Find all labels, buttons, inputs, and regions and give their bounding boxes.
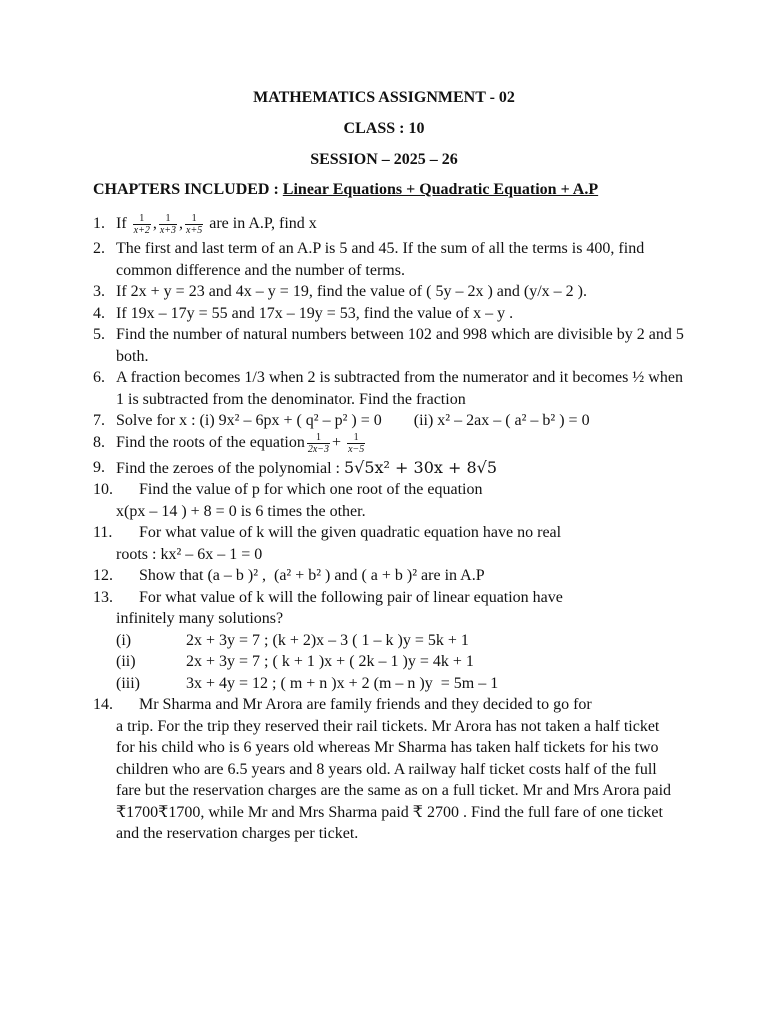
sub-question-text: 3x + 4y = 12 ; ( m + n )x + 2 (m – n )y = 5m – 1: [186, 674, 499, 692]
question-text: If 19x – 17y = 55 and 17x – 19y = 53, find the value of x – y .: [116, 304, 514, 322]
question-number: 4.: [93, 304, 105, 322]
question-text: For what value of k will the following pair of linear equation have: [139, 588, 563, 606]
question-number: 3.: [93, 283, 105, 300]
question-text-continued: x(px – 14 ) + 8 = 0 is 6 times the other.: [116, 502, 366, 520]
question-number: 7.: [93, 412, 105, 429]
question-number: 11.: [93, 524, 113, 541]
question-text: For what value of k will the given quadratic equation have no real: [139, 524, 562, 541]
fraction: $\frac{1}{x-5}$: [348, 431, 365, 455]
question-1: 1. If $\frac{1}{x+2}$ , $\frac{1}{x+3}$ , $\frac{1}{x+5}$ are in A.P, find x: [93, 213, 317, 236]
question-number: 14.: [93, 696, 113, 713]
sub-question-label: (iii): [116, 674, 140, 692]
question-text: Find the zeroes of the polynomial :: [116, 459, 344, 477]
question-8: [93, 432, 693, 455]
session-label: SESSION – 2025 – 26: [310, 151, 458, 168]
question-text-continued: a trip. For the trip they reserved their rail tickets. Mr Arora has not taken a half ticket for his child who is 6 years old whereas Mr Sharma has taken half tickets for his two children who are 6.5 years and 8 years old. A railway half ticket costs half of the full fare but the reservation charges are the same as on a full ticket. Mr and Mrs Arora paid ₹1700₹1700, while Mr and Mrs Sharma paid ₹ 2700 . Find the full fare of one ticket and the reservation charges per ticket.: [116, 717, 672, 842]
chapters-prefix: CHAPTERS INCLUDED :: [93, 181, 283, 198]
sub-question-text: 2x + 3y = 7 ; (k + 2)x – 3 ( 1 – k )y = 5k + 1: [186, 631, 469, 649]
question-number: 10.: [93, 481, 113, 498]
sub-question: [93, 651, 693, 673]
class-label: CLASS : 10: [343, 120, 425, 137]
question-number: 6.: [93, 369, 105, 386]
sub-question: [93, 630, 693, 652]
question-6: [93, 367, 693, 410]
question-12: [93, 565, 693, 587]
question-4: [93, 303, 693, 325]
question-text: The first and last term of an A.P is 5 and 45. If the sum of all the terms is 400, find common difference and the number of terms.: [116, 240, 645, 279]
sub-question-label: (ii): [116, 653, 136, 670]
question-number: 1.: [93, 215, 105, 232]
question-number: 12.: [93, 567, 113, 584]
question-9: [93, 457, 693, 480]
sub-question-text: 2x + 3y = 7 ; ( k + 1 )x + ( 2k – 1 )y = 4k + 1: [186, 653, 474, 670]
question-11: [93, 522, 693, 565]
question-text: Solve for x : (i) 9x² – 6px + ( q² – p² ) = 0 (ii) x² – 2ax – ( a² – b² ) = 0: [116, 412, 590, 429]
fraction: $\frac{1}{2x-3}$: [307, 431, 330, 455]
question-14: [93, 694, 693, 845]
question-number: 5.: [93, 326, 105, 343]
sub-question: [93, 673, 693, 695]
question-5: [93, 324, 693, 367]
question-number: 2.: [93, 240, 105, 257]
question-text: A fraction becomes 1/3 when 2 is subtracted from the numerator and it becomes ½ when 1 is subtracted from the denominator. Find the fraction: [116, 369, 683, 408]
question-text: Find the value of p for which one root of the equation: [139, 481, 483, 498]
sub-question-label: (i): [116, 631, 132, 649]
question-10: [93, 479, 693, 522]
question-7: [93, 410, 693, 432]
question-2: [93, 238, 693, 281]
chapters-list: Linear Equations + Quadratic Equation + A.P: [282, 181, 599, 198]
question-number: 8.: [93, 433, 105, 451]
fraction: $\frac{1}{x+3}$: [159, 213, 177, 236]
fraction: $\frac{1}{x+5}$: [186, 213, 203, 236]
question-text: Find the roots of the equation: [116, 433, 305, 451]
question-text: Mr Sharma and Mr Arora are family friends and they decided to go for: [139, 696, 592, 713]
question-number: 9.: [93, 458, 105, 476]
question-text: If 2x + y = 23 and 4x – y = 19, find the value of ( 5y – 2x ) and (y/x – 2 ).: [116, 283, 587, 300]
chapters-line: [93, 181, 598, 199]
question-3: [93, 281, 693, 303]
question-text: Find the number of natural numbers between 102 and 998 which are divisible by 2 and 5 both.: [116, 326, 684, 365]
question-text: If: [116, 215, 127, 233]
question-text-continued: infinitely many solutions?: [116, 610, 284, 627]
plus-sign: +: [332, 433, 342, 451]
question-text: Show that (a – b )² , (a² + b² ) and ( a + b )² are in A.P: [139, 567, 485, 584]
question-text: are in A.P, find x: [209, 215, 317, 233]
fraction: $\frac{1}{x+2}$: [133, 213, 150, 236]
question-number: 13.: [93, 588, 113, 606]
question-text-continued: roots : kx² – 6x – 1 = 0: [116, 545, 263, 563]
question-list: [93, 213, 693, 845]
question-13: [93, 587, 693, 695]
assignment-title: MATHEMATICS ASSIGNMENT - 02: [253, 89, 515, 106]
polynomial-expression: 5√5x² + 30x + 8√5: [343, 457, 498, 477]
